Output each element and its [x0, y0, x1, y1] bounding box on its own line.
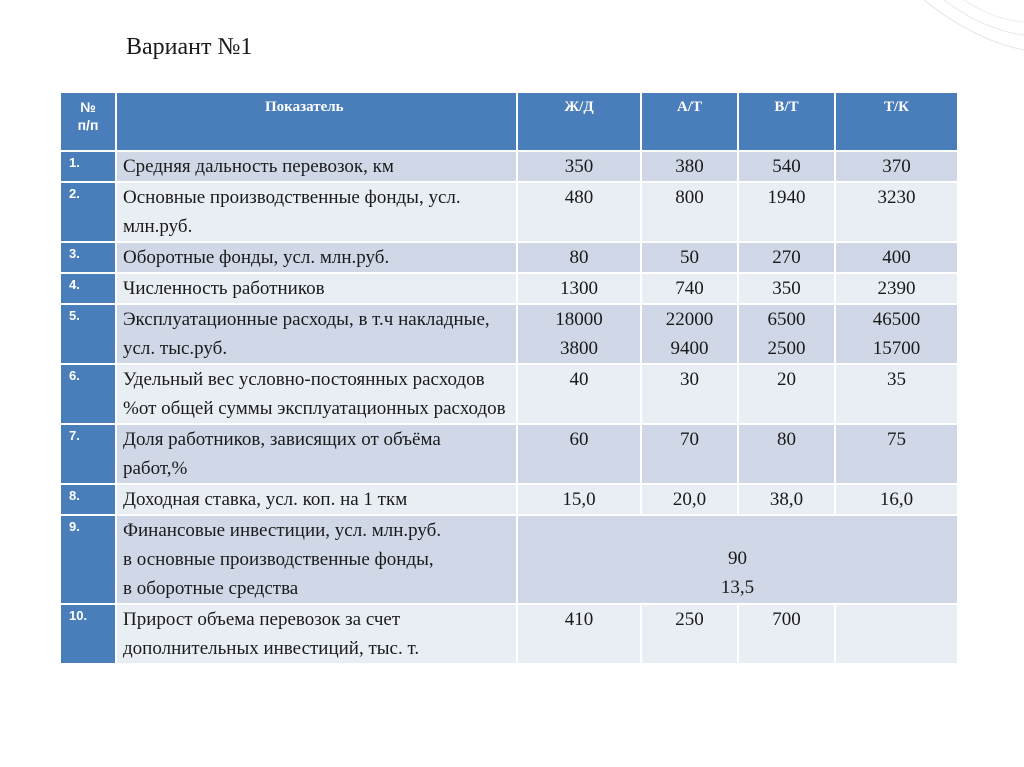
value-tk	[835, 604, 958, 664]
value-at: 800	[641, 182, 738, 242]
value-zhd: 480	[517, 182, 641, 242]
row-indicator: Удельный вес условно-постоянных расходов %от общей суммы эксплуатационных расходов	[116, 364, 517, 424]
merged-investment-values: 90 13,5	[517, 515, 958, 604]
row-indicator: Средняя дальность перевозок, км	[116, 151, 517, 182]
table-row	[60, 515, 958, 604]
value-zhd: 40	[517, 364, 641, 424]
table-row	[60, 151, 958, 182]
value-tk: 2390	[835, 273, 958, 304]
header-vt: В/Т	[738, 92, 835, 151]
row-indicator: Доля работников, зависящих от объёма работ,%	[116, 424, 517, 484]
value-at: 740	[641, 273, 738, 304]
value-zhd: 15,0	[517, 484, 641, 515]
row-indicator: Эксплуатационные расходы, в т.ч накладные, усл. тыс.руб.	[116, 304, 517, 364]
table-row	[60, 604, 958, 664]
value-tk: 400	[835, 242, 958, 273]
header-zhd: Ж/Д	[517, 92, 641, 151]
table-row	[60, 273, 958, 304]
row-indicator: Доходная ставка, усл. коп. на 1 ткм	[116, 484, 517, 515]
row-number: 4.	[60, 273, 116, 304]
value-at: 70	[641, 424, 738, 484]
indicators-table	[59, 91, 959, 665]
value-tk: 35	[835, 364, 958, 424]
value-vt: 20	[738, 364, 835, 424]
header-tk: Т/К	[835, 92, 958, 151]
row-indicator: Оборотные фонды, усл. млн.руб.	[116, 242, 517, 273]
value-vt: 700	[738, 604, 835, 664]
table-row	[60, 424, 958, 484]
value-vt: 270	[738, 242, 835, 273]
value-tk: 16,0	[835, 484, 958, 515]
value-vt: 80	[738, 424, 835, 484]
row-indicator: Численность работников	[116, 273, 517, 304]
value-zhd: 1300	[517, 273, 641, 304]
table-header-row	[60, 92, 958, 151]
value-vt: 540	[738, 151, 835, 182]
header-indicator: Показатель	[116, 92, 517, 151]
row-number: 6.	[60, 364, 116, 424]
value-zhd: 410	[517, 604, 641, 664]
value-vt: 350	[738, 273, 835, 304]
value-at: 20,0	[641, 484, 738, 515]
value-tk: 75	[835, 424, 958, 484]
row-number: 2.	[60, 182, 116, 242]
row-indicator: Основные производственные фонды, усл. млн.руб.	[116, 182, 517, 242]
row-number: 7.	[60, 424, 116, 484]
value-vt: 6500 2500	[738, 304, 835, 364]
value-at: 380	[641, 151, 738, 182]
value-at: 30	[641, 364, 738, 424]
row-number: 8.	[60, 484, 116, 515]
value-at: 50	[641, 242, 738, 273]
value-tk: 46500 15700	[835, 304, 958, 364]
value-tk: 3230	[835, 182, 958, 242]
table-row	[60, 182, 958, 242]
row-number: 10.	[60, 604, 116, 664]
value-at: 250	[641, 604, 738, 664]
row-number: 3.	[60, 242, 116, 273]
table-row	[60, 484, 958, 515]
value-zhd: 60	[517, 424, 641, 484]
value-vt: 1940	[738, 182, 835, 242]
value-tk: 370	[835, 151, 958, 182]
value-zhd: 350	[517, 151, 641, 182]
value-zhd: 80	[517, 242, 641, 273]
header-at: А/Т	[641, 92, 738, 151]
slide-title: Вариант №1	[126, 34, 253, 60]
header-number: № п/п	[60, 92, 116, 151]
row-number: 9.	[60, 515, 116, 604]
row-indicator: Прирост объема перевозок за счет дополнительных инвестиций, тыс. т.	[116, 604, 517, 664]
row-indicator: Финансовые инвестиции, усл. млн.руб. в основные производственные фонды, в оборотные средства	[116, 515, 517, 604]
row-number: 5.	[60, 304, 116, 364]
table-row	[60, 242, 958, 273]
table-row	[60, 364, 958, 424]
value-zhd: 18000 3800	[517, 304, 641, 364]
table-row	[60, 304, 958, 364]
value-vt: 38,0	[738, 484, 835, 515]
value-at: 22000 9400	[641, 304, 738, 364]
row-number: 1.	[60, 151, 116, 182]
